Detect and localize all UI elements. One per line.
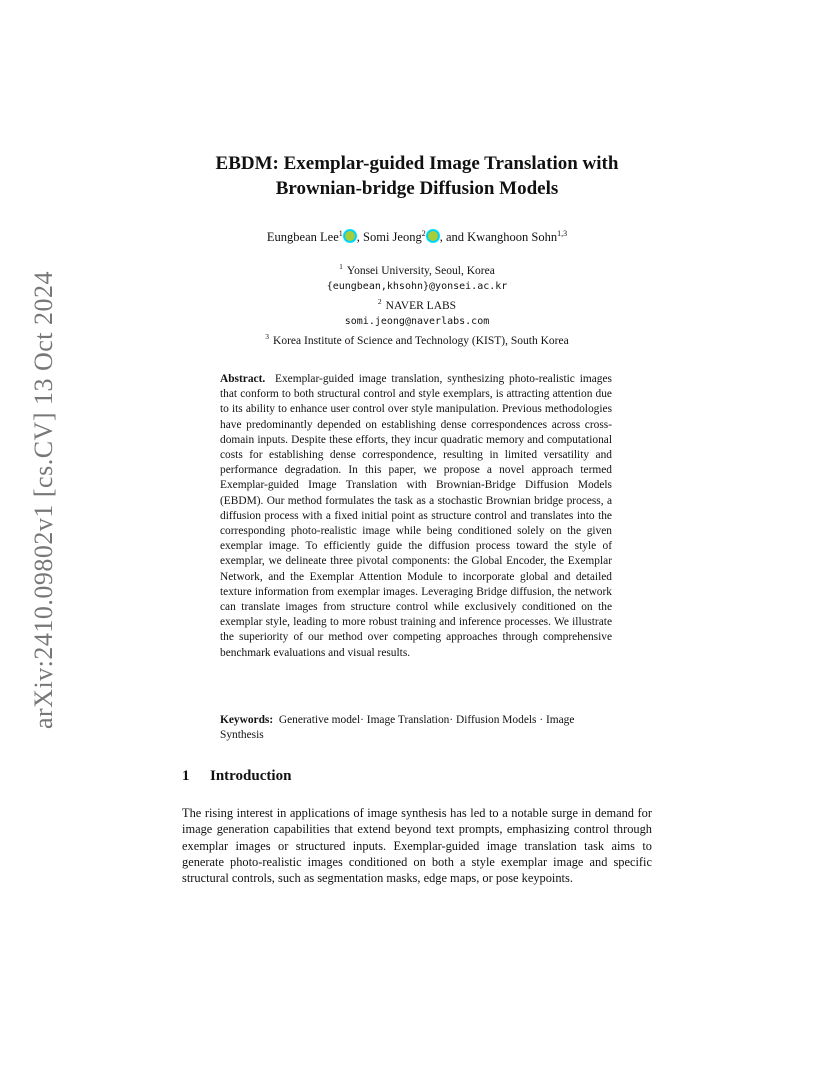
affiliation-1-email[interactable]: {eungbean,khsohn}@yonsei.ac.kr (326, 280, 508, 292)
abstract-label: Abstract. (220, 373, 266, 385)
author-affil-sup: 1 (338, 229, 343, 238)
arxiv-identifier-text: arXiv:2410.09802v1 [cs.CV] 13 Oct 2024 (29, 270, 58, 730)
paper-title (182, 151, 652, 201)
affiliation-3 (182, 329, 652, 349)
section-number: 1 (182, 768, 190, 784)
orcid-icon[interactable] (427, 230, 439, 242)
orcid-icon[interactable] (344, 230, 356, 242)
affiliation-2-email[interactable]: somi.jeong@naverlabs.com (344, 315, 490, 327)
affiliation-2 (182, 294, 652, 314)
author-separator: , (356, 230, 364, 245)
author-separator: , and (439, 230, 468, 245)
keywords-text: Generative model· Image Translation· Diffusion Models · Image Synthesis (220, 714, 575, 742)
author-name: Kwanghoon Sohn (467, 230, 558, 245)
affil-sup: 3 (265, 331, 270, 341)
affil-name: NAVER LABS (385, 299, 457, 312)
keywords (220, 713, 612, 743)
affil-sup: 2 (377, 296, 382, 306)
author-affil-sup: 1,3 (557, 229, 568, 238)
title-line-1: EBDM: Exemplar-guided Image Translation with (215, 153, 619, 174)
abstract-text: Exemplar-guided image translation, synthesizing photo-realistic images that conform to both structural control and style exemplars, is attracting attention due to its ability to enhance user control over style manipulation. Previous methodologies have predominantly depended on establishing dense correspondences across cross-domain inputs. Despite these efforts, they incur quadratic memory and computational costs for establishing dense correspondence, resulting in limited versatility and performance degradation. In this paper, we propose a novel approach termed Exemplar-guided Image Translation with Brownian-Bridge Diffusion Models (EBDM). Our method formulates the task as a stochastic Brownian bridge process, a diffusion process with a fixed initial point as structure control and translates into the corresponding photo-realistic image while being conditioned solely on the given exemplar image. To efficiently guide the diffusion process toward the style of exemplar, we delineate three pivotal components: the Global Encoder, the Exemplar Network, and the Exemplar Attention Module to incorporate global and detailed texture information from exemplar images. Leveraging Bridge diffusion, the network can translate images from structure control while exclusively conditioned on the exemplar style, leading to more robust training and inference processes. We illustrate the superiority of our method over competing approaches through comprehensive benchmark evaluations and visual results. (220, 373, 612, 659)
affiliation-1 (182, 259, 652, 279)
author-list (182, 229, 652, 245)
author-affil-sup: 2 (421, 229, 426, 238)
section-title: Introduction (210, 768, 292, 784)
author-name: Eungbean Lee (266, 230, 339, 245)
author-name: Somi Jeong (363, 230, 422, 245)
affil-name: Korea Institute of Science and Technology (KIST), South Korea (273, 334, 569, 347)
affil-sup: 1 (339, 262, 343, 271)
affiliations (182, 259, 652, 348)
introduction-paragraph: The rising interest in applications of image synthesis has led to a notable surge in demand for image generation capabilities that extend beyond text prompts, emphasizing control through exemplar images or structured inputs. Exemplar-guided image translation task aims to generate photo-realistic images conditioned on both a style exemplar image and specific structural controls, such as segmentation masks, edge maps, or pose keypoints. (182, 806, 652, 886)
affil-name: Yonsei University, Seoul, Korea (346, 264, 495, 277)
arxiv-identifier-stamp (22, 230, 66, 770)
keywords-label: Keywords: (220, 714, 274, 726)
title-line-2: Brownian-bridge Diffusion Models (275, 178, 559, 199)
abstract (220, 372, 612, 661)
section-heading-introduction (182, 768, 291, 785)
